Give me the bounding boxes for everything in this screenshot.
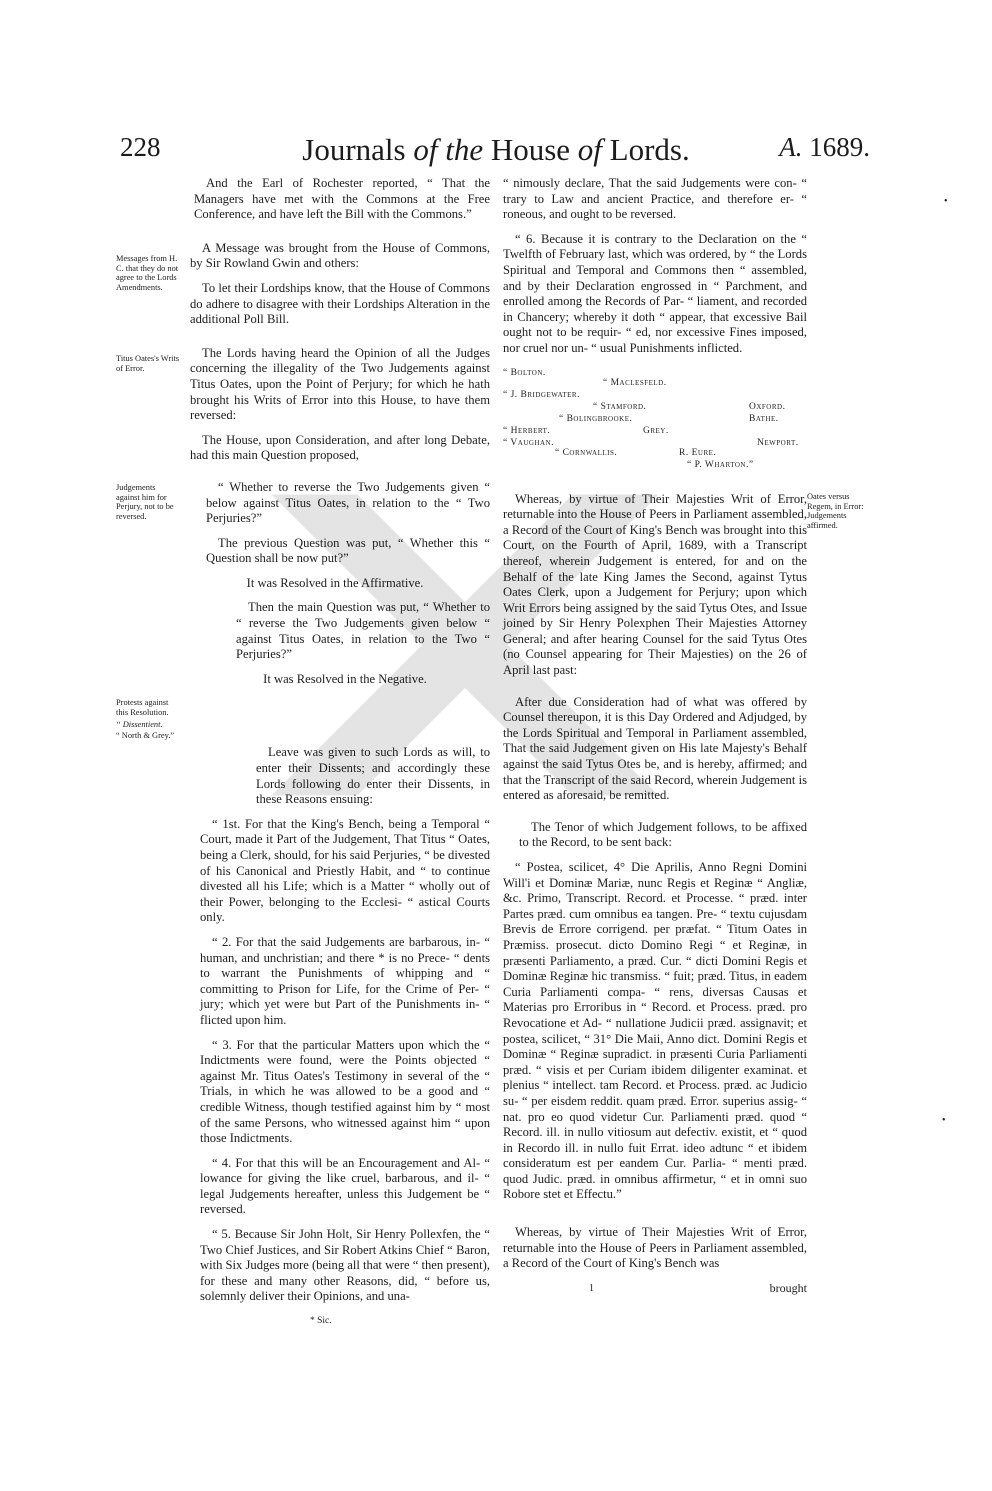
reason: “ 1st. For that the King's Bench, being a Temporal “ Court, made it Part of the Judgement, That Titus “ Oates, being a Clerk, should, for his said Perjuries, “ be divested of his Canonical and Priestly Habit, and “ to continue divested all his Life; which is a Matter “ wholly out of their Power, belonging to the Ecclesi- “ astical Courts only. [200, 816, 490, 925]
signature: “ Bolingbrooke. [559, 413, 633, 424]
page-number: 228 [120, 132, 161, 162]
signature: Oxford. [749, 401, 786, 412]
paragraph: The Tenor of which Judgement follows, to be affixed to the Record, to be sent back: [519, 819, 807, 850]
margin-note-oates-versus: Oates versus Regem, in Error: Judgements affirmed. [807, 492, 864, 530]
paragraph: Whereas, by virtue of Their Majesties Writ of Error, returnable into the House of Peers in Parliament assembled, a Record of the Court of King's Bench was [503, 1225, 807, 1271]
margin-note-dissentient: “ Dissentient. [116, 720, 163, 729]
running-title: Journals of the House of Lords. [302, 132, 690, 167]
footnote: * Sic. [310, 1316, 332, 1327]
signature: Bathe. [749, 413, 779, 424]
page-footer [503, 1281, 807, 1297]
paragraph: And the Earl of Rochester reported, “ That the Managers have met with the Commons at the Free Conference, and have left the Bill with the Commons.” [194, 176, 490, 222]
resolution: It was Resolved in the Negative. [263, 671, 427, 686]
paragraph: After due Consideration had of what was offered by Counsel thereupon, it is this Day Ordered and Adjudged, by the Lords Spiritual and Temporal in Parliament assembled, That the said Judgement given on His late Majesty's Behalf against the said Tytus Otes be, and is hereby, affirmed; and that the Transcript of the said Record, wherein Judgement is entered as aforesaid, be remitted. [503, 694, 807, 803]
margin-note-protests: Protests against this Resolution. [116, 698, 169, 717]
signature: “ J. Bridgewater. [503, 389, 580, 400]
signature: Grey. [643, 425, 669, 436]
paragraph: “ 6. Because it is contrary to the Declaration on the “ Twelfth of February last, which was ordered, by “ the Lords Spiritual and Temporal and Commons then “ assembled, and by their Declaration engrossed in “ Parchment, and enrolled among the Records of Par- “ liament, and recorded in Chancery; whereby it doth “ appear, that excessive Bail ought not to be requir- “ ed, nor excessive Fines imposed, nor cruel nor un- “ usual Punishments inflicted. [503, 231, 807, 355]
margin-note-titus-writs: Titus Oates's Writs of Error. [116, 354, 180, 373]
margin-note-messages: Messages from H. C. that they do not agree to the Lords Amendments. [116, 254, 179, 292]
question: Then the main Question was put, “ Whether to “ reverse the Two Judgements given below “ against Titus Oates, in relation to the Two “ Perjuries?” [236, 600, 490, 662]
signature: “ Bolton. [503, 367, 546, 378]
resolution: It was Resolved in the Affirmative. [246, 575, 424, 590]
signature: R. Eure. [679, 447, 717, 458]
reason: “ 3. For that the particular Matters upon which the “ Indictments were found, were the Points objected “ against Mr. Titus Oates's Testimony in several of the “ Trials, in which he was allowed to be a good and “ credible Witness, though testified against him by “ most of the same Persons, who witnessed against him “ upon those Indictments. [200, 1037, 490, 1146]
stray-mark: • [942, 1115, 946, 1126]
signature-mark: 1 [589, 1282, 594, 1294]
paragraph: “ nimously declare, That the said Judgements were con- “ trary to Law and ancient Practice, and therefore er- “ roneous, and ought to be reversed. [503, 176, 807, 222]
question: “ Whether to reverse the Two Judgements given “ below against Titus Oates, in relation to the “ Two Perjuries?” [206, 479, 490, 526]
year-heading: A. 1689. [779, 132, 870, 162]
signature: “ Herbert. [503, 425, 551, 436]
signature: “ Cornwallis. [555, 447, 618, 458]
paragraph: To let their Lordships know, that the House of Commons do adhere to disagree with their Lordships Alteration in the additional Poll Bill. [190, 280, 490, 327]
signature-block [503, 366, 807, 470]
signature: “ P. Wharton.” [687, 459, 754, 470]
signature: “ Stamford. [593, 401, 647, 412]
reason: “ 5. Because Sir John Holt, Sir Henry Pollexfen, the “ Two Chief Justices, and Sir Robert Atkins Chief “ Baron, with Six Judges more (being all that were “ then present), for these and many other Reasons, did, “ before us, solemnly deliver their Opinions, and una- [200, 1227, 490, 1304]
question: The previous Question was put, “ Whether this “ Question shall be now put?” [206, 535, 490, 566]
left-column [120, 176, 490, 1330]
margin-note-north-grey: “ North & Grey.” [116, 731, 175, 740]
page-header [0, 132, 992, 172]
stray-mark: • [944, 196, 948, 207]
reason: “ 4. For that this will be an Encouragement and Al- “ lowance for giving the like cruel, barbarous, and il- “ legal Judgements hereafter, unless this Judgement be “ reversed. [200, 1155, 490, 1217]
signature: “ Maclesfeld. [603, 377, 667, 388]
reason: “ 2. For that the said Judgements are barbarous, in- “ human, and unchristian; and there * is no Prece- “ dents to warrant the Punishments of whipping and “ committing to Prison for Life, for the Crime of Per- “ jury; which yet were but Part of the Punishments in- “ flicted upon him. [200, 934, 490, 1027]
paragraph: Leave was given to such Lords as will, to enter their Dissents; and accordingly these Lords following do enter their Dissents, in these Reasons ensuing: [256, 745, 490, 807]
signature: “ Vaughan. [503, 437, 554, 448]
paragraph: The House, upon Consideration, and after long Debate, had this main Question proposed, [190, 432, 490, 463]
latin-judgement: “ Postea, scilicet, 4° Die Aprilis, Anno Regni Domini Will'i et Dominæ Mariæ, nunc Regis et Reginæ “ Angliæ, &c. Primo, Transcript. Record. et Processe. “ præd. inter Partes præd. cum omnibus ea tangen. Pre- “ textu cujusdam Brevis de Errore corrigend. per præfat. “ Titum Oates in Præmiss. prosecut. dicto Domino Regi “ et Reginæ, in præsenti Parliamento, a præd. Cur. “ dicti Domini Regis et Dominæ Reginæ hic transmiss. “ fuit; præd. Titus, in eadem Curia Parliamenti compa- “ rens, diversas Causas et Materias pro Erroribus in “ Record. et Process. præd. pro Revocatione et Ad- “ nullatione Judicii præd. assignavit; et postea, scilicet, “ 31° Die Maii, Anno dict. Domini Regis et Dominæ “ Reginæ supradict. in præsenti Curia Parliamenti præd. “ visis et per Curiam ibidem diligenter examinat. et plenius “ intellect. tam Record. et Process. præd. ac Judicio su- “ per eisdem reddit. quam præd. Error. superius assig- “ nat. pro eo quod videtur Cur. Parliamenti præd. quod “ Record. ill. in nullo vitiosum aut defectiv. existit, et “ quod in Recordo ill. in nullo fuit Errat. ideo adtunc “ et ibidem consideratum est per eandem Cur. Parlia- “ menti præd. quod Judic. præd. in omnibus affirmetur, “ et in omni suo Robore stet et Effectu.” [503, 860, 807, 1202]
paragraph: Whereas, by virtue of Their Majesties Writ of Error, returnable into the House of Peers in Parliament assembled, a Record of the Court of King's Bench was brought into this Court, on the Fourth of April, 1689, with a Transcript thereof, wherein Judgement is entered, for and on the Behalf of the late King James the Second, against Tytus Oates Clerk, upon a Judgement for Perjury; upon which Writ Errors being assigned by the said Tytus Otes, and Issue joined by Sir Henry Polexphen Their Majesties Attorney General; and after hearing Counsel for the said Tytus Otes (no Counsel appearing for Their Majesties) on the 26 of April last past: [503, 491, 807, 678]
paragraph: The Lords having heard the Opinion of all the Judges concerning the illegality of the Two Judgements against Titus Oates, upon the Point of Perjury; for which he hath brought his Writs of Error into this House, to have them reversed: [190, 345, 490, 423]
catchword: brought [769, 1280, 807, 1295]
right-column [503, 176, 807, 1297]
paragraph: A Message was brought from the House of Commons, by Sir Rowland Gwin and others: [190, 240, 490, 271]
signature: Newport. [757, 437, 799, 448]
margin-note-judgements: Judgements against him for Perjury, not to be reversed. [116, 483, 174, 521]
